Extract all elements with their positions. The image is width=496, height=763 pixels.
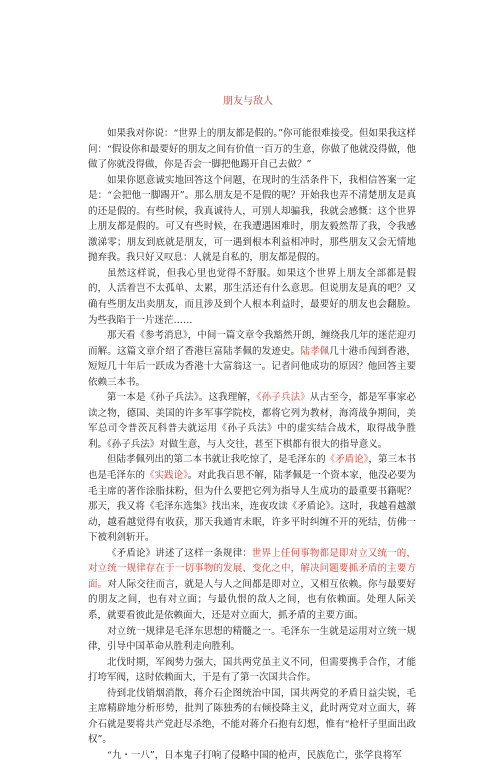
paragraph — [88, 655, 416, 686]
paragraph — [88, 748, 416, 763]
paragraph — [88, 686, 416, 748]
paragraph-text: ，第三本书也是毛泽东的 — [88, 454, 416, 482]
paragraph — [88, 546, 416, 624]
paragraph-text: 第一本是《孙子兵法》。这我理解， — [107, 392, 257, 404]
paragraph-text: 如果我对你说：“世界上的朋友都是假的。”你可能很难接受。但如果我这样问：“假设你和最要好的朋友之间有价值一百万的生意，你做了他就没得做，他做了你就没得做，你是否会一脚把他踢开自己去做？” — [88, 128, 416, 171]
paragraph-text: 北伐时期，军阀势力强大，国共两党虽主义不同，但需要携手合作，才能打垮军阀，这时依赖面大，于是有了第一次国共合作。 — [88, 656, 416, 684]
paragraph-text: 。对此我百思不解，陆孝佩是一个资本家，他没必要为毛主席的著作涂脂抹粉，但为什么要把它列为指导人生成功的最重要书籍呢？那天，我又将《毛泽东选集》找出来，连夜攻读《矛盾论》。这时，我越看越激动，越看越觉得有收获，那天我通宵未眠，许多平时纠缠不开的死结，仿佛一下被利剑斩开。 — [88, 470, 416, 544]
paragraph-text: 从古至今，都是军事家必读之物，德国、美国的许多军事学院校，都将它列为教材，海湾战争期间，美军总司令普茨瓦科普夫就运用《孙子兵法》中的虚实结合战术，取得战争胜利。《孙子兵法》对做生意，与人交往，甚至下棋都有很大的指导意义。 — [88, 392, 416, 450]
paragraph-text: “九・一八”，日本鬼子打响了侵略中国的枪声，民族危亡，张学良将军 — [107, 749, 402, 761]
highlighted-text: 《矛盾论》 — [325, 454, 369, 466]
paragraph — [88, 624, 416, 655]
paragraph-text: 虽然这样说，但我心里也觉得不舒服。如果这个世界上朋友全部都是假的，人活着岂不太孤单、太累，那生活还有什么意思。但说朋友是真的吧？又确有些朋友出卖朋友，而且涉及到个人根本利益时，最要好的朋友也会翻脸。为些我陷于一片迷茫…… — [88, 267, 416, 326]
paragraph-text: 但陆孝佩列出的第二本书就让我吃惊了，是毛泽东的 — [107, 454, 326, 466]
paragraph — [88, 328, 416, 390]
paragraph-text: 对人际交往而言，就是人与人之间都是即对立，又相互依赖。你与最要好的朋友之间，也有对立面；与最仇恨的敌人之间，也有依赖面。处理人际关系，就要看彼此是依赖面大，还是对立面大，抓矛盾的主要方面。 — [88, 578, 416, 621]
highlighted-text: 《实践论》 — [145, 470, 188, 482]
paragraph-text: 如果你愿意诚实地回答这个问题，在现时的生活条件下，我相信答案一定是：“会把他一脚踢开”。那么朋友是不是假的呢？开始我也弄不清楚朋友是真的还是假的。有些时候，我真诚待人，可别人却骗我，我就会感慨：这个世界上朋友都是假的。可又有些时候，在我遭遇困难时，朋友毅然帮了我，令我感激涕零；朋友到底就是朋友，可一遇到根本利益相冲时，那些朋友又会无情地抛弃我。我只好又叹息：人就是自私的，朋友都是假的。 — [88, 174, 416, 264]
paragraph — [88, 126, 416, 173]
highlighted-text: 陆孝佩 — [300, 345, 330, 357]
document-body — [88, 126, 416, 763]
paragraph — [88, 390, 416, 452]
paragraph-text: 《矛盾论》讲述了这样一条规律： — [107, 547, 252, 559]
paragraph-text: 待到北伐销烟消散，蒋介石企图统治中国，国共两党的矛盾日益尖锐，毛主席精辟地分析形势，批判了陈独秀的右倾投降主义，此时两党对立面大，蒋介石就是要将共产党赶尽杀绝，不能对蒋介石抱有幻想，惟有“枪杆子里面出政权”。 — [88, 687, 416, 746]
paragraph-text: 那天看《参考消息》，中间一篇文章令我豁然开朗，缠绕我几年的迷茫迎刃而解。这篇文章介绍了香港巨富陆孝佩的发迹史。 — [88, 330, 416, 357]
highlighted-text: 《孙子兵法》 — [256, 392, 310, 404]
paragraph-text: 几十港币闯到香港，短短几十年后一跃成为香港十大富翁这一。记者问他成功的原因？他回答主要依赖三本书。 — [88, 345, 416, 388]
document-title: 朋友与敌人 — [223, 96, 273, 107]
highlighted-text: 世界上任何事物都是即对立又统一的，对立统一规律存在于一切事物的发展、变化之中，解决问题要抓矛盾的主要方面。 — [88, 547, 416, 590]
paragraph — [88, 173, 416, 266]
paragraph — [88, 266, 416, 328]
paragraph-text: 对立统一规律是毛泽东思想的精髓之一。毛泽东一生就是运用对立统一规律，引导中国革命从胜利走向胜利。 — [88, 625, 416, 653]
paragraph — [88, 452, 416, 545]
